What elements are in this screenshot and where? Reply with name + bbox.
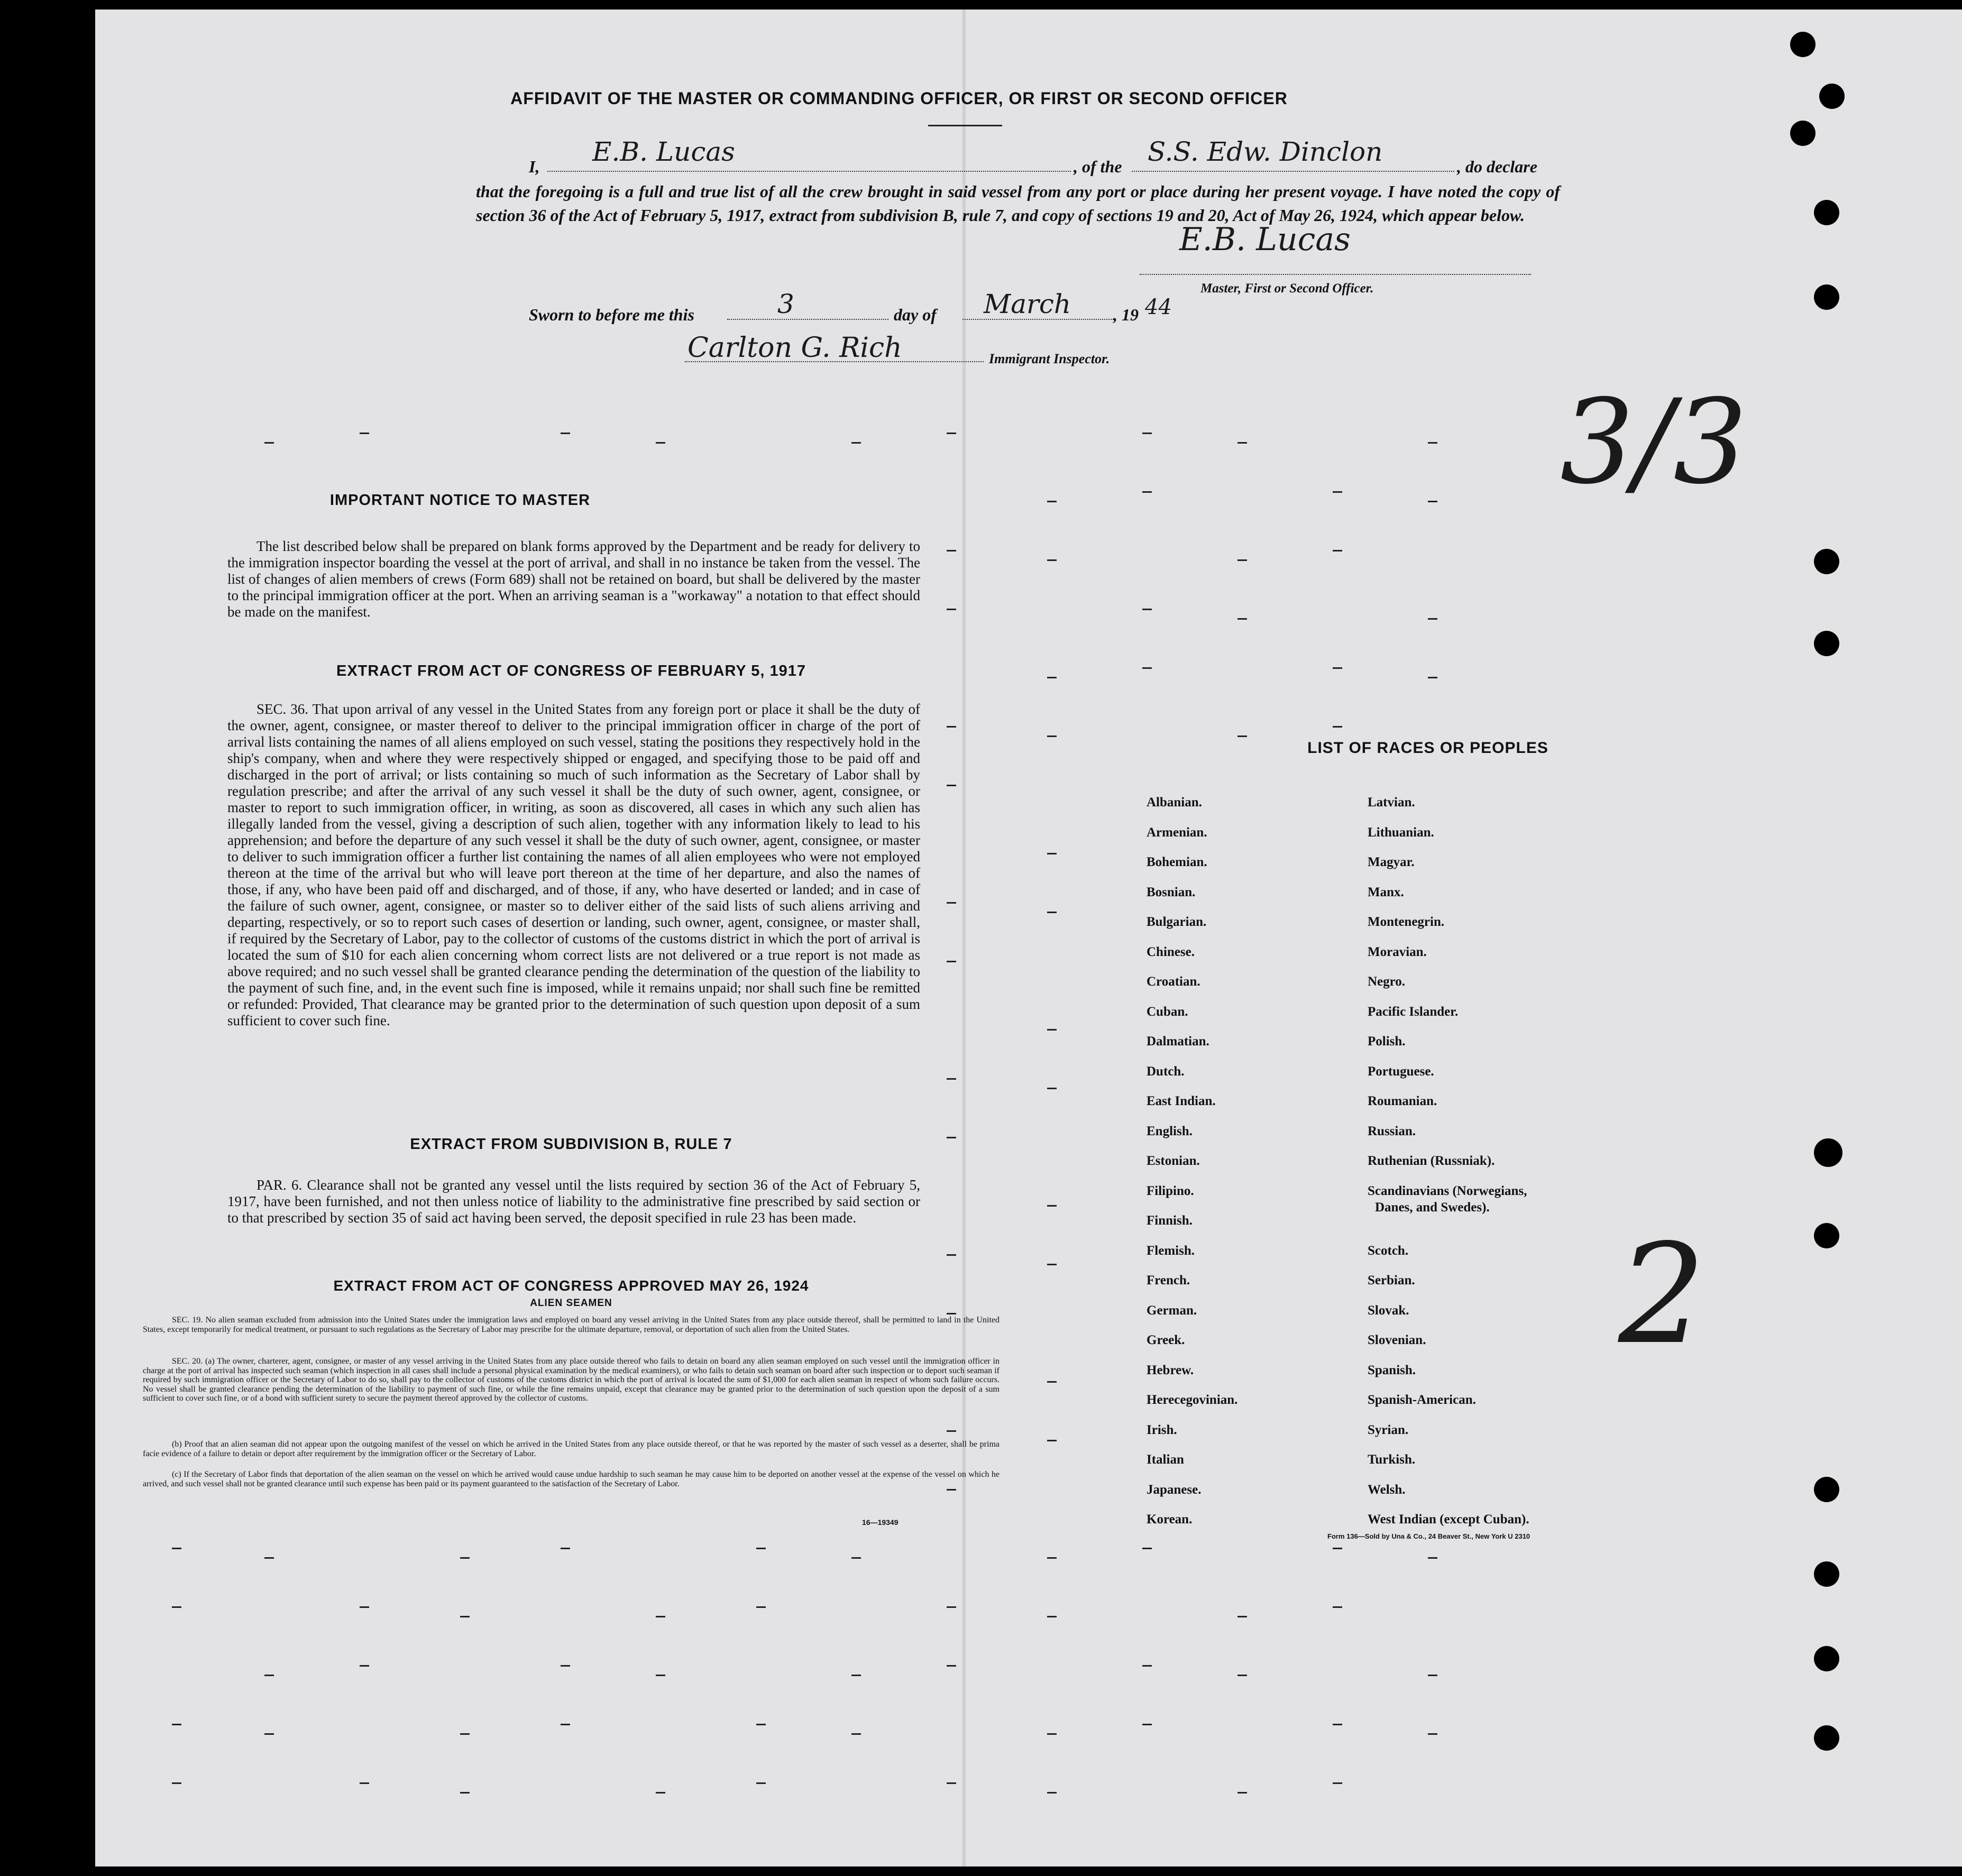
dash-mark: [1047, 677, 1057, 678]
sworn-day: 3: [777, 289, 794, 319]
of-the-label: , of the: [1074, 157, 1122, 176]
dash-mark: [460, 1792, 470, 1794]
dash-mark: [1428, 501, 1437, 502]
dash-mark: [172, 1782, 181, 1784]
binding-hole: [1814, 200, 1839, 225]
race-item: Latvian.: [1368, 795, 1415, 810]
dash-mark: [947, 433, 956, 434]
extract-rule7-title: EXTRACT FROM SUBDIVISION B, RULE 7: [410, 1136, 732, 1153]
dash-mark: [1237, 1675, 1247, 1676]
dash-mark: [851, 1733, 861, 1735]
race-item: Serbian.: [1368, 1273, 1415, 1288]
inspector-signature: Carlton G. Rich: [687, 332, 902, 364]
race-item: Roumanian.: [1368, 1094, 1437, 1108]
dash-mark: [264, 442, 274, 444]
race-item: Syrian.: [1368, 1422, 1409, 1437]
extract-1917-title: EXTRACT FROM ACT OF CONGRESS OF FEBRUARY 5, 1917: [336, 663, 806, 679]
dash-mark: [947, 902, 956, 904]
binding-hole: [1814, 1223, 1839, 1248]
dash-mark: [656, 1675, 665, 1676]
dash-mark: [947, 785, 956, 786]
binding-hole: [1814, 1138, 1842, 1167]
dash-mark: [1047, 912, 1057, 913]
vessel-name: S.S. Edw. Dinclon: [1148, 136, 1383, 167]
dash-mark: [1428, 1557, 1437, 1559]
binding-hole: [1814, 1561, 1839, 1587]
dash-mark: [947, 961, 956, 962]
race-item: Finnish.: [1147, 1213, 1193, 1228]
race-item: Japanese.: [1147, 1482, 1202, 1497]
race-item: Bosnian.: [1147, 885, 1196, 899]
dash-mark: [264, 1733, 274, 1735]
sworn-day-line: [727, 319, 888, 320]
title-rule: [928, 125, 1002, 126]
affidavit-body: that the foregoing is a full and true list of all the crew brought in said vessel from any port or place during her present voyage. I have noted the copy of section 36 of the Act of February 5, 1917, extract from subdivision B, rule 7, and copy of sections 19 and 20, Act of May 26, 1924, which appear below.: [476, 182, 1560, 225]
race-item: Moravian.: [1368, 944, 1427, 959]
dash-mark: [1333, 491, 1342, 493]
dash-mark: [1428, 1733, 1437, 1735]
dash-mark: [947, 1313, 956, 1314]
race-item: Herecegovinian.: [1147, 1393, 1238, 1407]
binding-hole: [1814, 1725, 1839, 1751]
race-item: East Indian.: [1147, 1094, 1216, 1108]
race-item: Cuban.: [1147, 1004, 1188, 1019]
binding-hole: [1814, 1646, 1839, 1671]
sworn-month: March: [984, 289, 1071, 319]
form-note: Form 136—Sold by Una & Co., 24 Beaver St., New York U 2310: [1327, 1532, 1530, 1540]
dash-mark: [561, 1548, 570, 1549]
race-item: Bulgarian.: [1147, 915, 1207, 929]
race-item: Korean.: [1147, 1512, 1193, 1526]
race-item: Polish.: [1368, 1034, 1406, 1049]
race-item: Dalmatian.: [1147, 1034, 1209, 1049]
race-item: Albanian.: [1147, 795, 1202, 810]
dash-mark: [1047, 1205, 1057, 1207]
dash-mark: [1428, 442, 1437, 444]
dash-mark: [1142, 667, 1152, 669]
race-item: Scotch.: [1368, 1243, 1409, 1258]
binding-hole: [1819, 84, 1845, 109]
binding-hole: [1814, 631, 1839, 656]
dash-mark: [656, 1792, 665, 1794]
dash-mark: [1142, 1548, 1152, 1549]
races-title: LIST OF RACES OR PEOPLES: [1307, 739, 1548, 757]
sworn-label: Sworn to before me this: [529, 305, 694, 324]
race-item: Armenian.: [1147, 825, 1207, 840]
dash-mark: [1428, 618, 1437, 620]
dash-mark: [1047, 559, 1057, 561]
binding-hole: [1790, 32, 1816, 57]
dash-mark: [947, 1254, 956, 1256]
race-item: Estonian.: [1147, 1154, 1200, 1168]
dash-mark: [1047, 1381, 1057, 1383]
dash-mark: [1237, 618, 1247, 620]
dash-mark: [851, 1675, 861, 1676]
page-fold: [962, 10, 966, 1866]
dash-mark: [264, 1675, 274, 1676]
race-item: Dutch.: [1147, 1064, 1185, 1079]
dash-mark: [172, 1724, 181, 1725]
dash-mark: [360, 433, 369, 434]
i-label: I,: [529, 157, 540, 176]
dash-mark: [656, 1616, 665, 1617]
dash-mark: [1047, 1557, 1057, 1559]
master-signature: E.B. Lucas: [1179, 221, 1351, 258]
race-item: Turkish.: [1368, 1452, 1416, 1467]
race-item: Portuguese.: [1368, 1064, 1434, 1079]
race-item: Pacific Islander.: [1368, 1004, 1459, 1019]
sec19-text: SEC. 19. No alien seaman excluded from admission into the United States under the immigration laws and employed on board any vessel arriving in the United States from any place outside thereof, shall be permitted to land in the United States, except temporarily for medical treatment, or pursuant to such regulations as the Secretary of Labor may prescribe for the ultimate departure, removal, or deportation of such alien from the United States.: [143, 1316, 1000, 1334]
race-item: Flemish.: [1147, 1243, 1195, 1258]
dash-mark: [460, 1616, 470, 1617]
year-prefix: , 19: [1113, 305, 1139, 324]
dash-mark: [172, 1548, 181, 1549]
dash-mark: [1428, 1675, 1437, 1676]
race-item: French.: [1147, 1273, 1190, 1288]
notice-title: IMPORTANT NOTICE TO MASTER: [329, 492, 591, 509]
dash-mark: [1047, 501, 1057, 502]
race-item: Danes, and Swedes).: [1375, 1200, 1490, 1215]
do-declare-label: , do declare: [1457, 157, 1537, 176]
dash-mark: [756, 1782, 766, 1784]
race-item: Ruthenian (Russniak).: [1368, 1154, 1495, 1168]
race-item: Slovenian.: [1368, 1333, 1426, 1347]
dash-mark: [1047, 1029, 1057, 1031]
sec20a-text: SEC. 20. (a) The owner, charterer, agent, consignee, or master of any vessel arriving in the United States from any place outside thereof who fails to detain on board any alien seaman employed on such vessel until the immigration officer in charge at the port of arrival has inspected such seaman (which inspection in all cases shall include a personal physical examination by the medical examiners), or who fails to detain such seaman on board after such inspection or to deport such seaman if required by such immigration officer or the Secretary of Labor to do so, shall pay to the collector of customs of the customs district in which the port of arrival is located the sum of $1,000 for each alien seaman in respect of whom such failure occurs. No vessel shall be granted clearance pending the determination of the liability to payment of such fine, or while the fine remains unpaid, except that clearance may be granted prior to the determination of such question upon the deposit of a sum sufficient to cover such fine, or of a bond with sufficient surety to secure the payment thereof approved by the collector of customs.: [143, 1357, 1000, 1403]
race-item: Croatian.: [1147, 974, 1200, 989]
dash-mark: [1237, 442, 1247, 444]
dash-mark: [1237, 735, 1247, 737]
dash-mark: [264, 1557, 274, 1559]
signer-name-line: [547, 171, 1071, 172]
race-item: Slovak.: [1368, 1303, 1409, 1318]
day-of-label: day of: [894, 305, 937, 324]
dash-mark: [756, 1548, 766, 1549]
dash-mark: [360, 1665, 369, 1667]
dash-mark: [947, 726, 956, 728]
dash-mark: [1142, 433, 1152, 434]
dash-mark: [947, 1665, 956, 1667]
master-caption: Master, First or Second Officer.: [1200, 281, 1374, 296]
dash-mark: [756, 1724, 766, 1725]
dash-mark: [561, 433, 570, 434]
race-item: Spanish.: [1368, 1363, 1416, 1377]
race-item: Italian: [1147, 1452, 1184, 1467]
dash-mark: [947, 1137, 956, 1138]
dash-mark: [1237, 1616, 1247, 1617]
dash-mark: [1428, 677, 1437, 678]
race-item: Greek.: [1147, 1333, 1185, 1347]
dash-mark: [1142, 609, 1152, 610]
race-item: Negro.: [1368, 974, 1406, 989]
race-item: Montenegrin.: [1368, 915, 1445, 929]
dash-mark: [947, 1078, 956, 1080]
dash-mark: [947, 1489, 956, 1491]
dash-mark: [1333, 1606, 1342, 1608]
sworn-year: 44: [1145, 295, 1172, 319]
dash-mark: [851, 1557, 861, 1559]
race-item: West Indian (except Cuban).: [1368, 1512, 1529, 1526]
dash-mark: [1333, 1782, 1342, 1784]
race-item: Magyar.: [1368, 855, 1415, 869]
dash-mark: [656, 442, 665, 444]
form-sheet: [95, 10, 1962, 1866]
notice-text: The list described below shall be prepared on blank forms approved by the Department and be ready for delivery to the immigration inspector boarding the vessel at the port of arrival, and shall in no instance be taken from the vessel. The list of changes of alien members of crews (Form 689) shall not be retained on board, but shall be delivered by the master to the principal immigration officer at the port. When an arriving seaman is a "workaway" a notation to that effect should be made on the manifest.: [227, 538, 920, 620]
dash-mark: [360, 1782, 369, 1784]
race-item: Filipino.: [1147, 1183, 1194, 1198]
dash-mark: [1333, 550, 1342, 551]
inspector-caption: Immigrant Inspector.: [989, 351, 1110, 366]
dash-mark: [172, 1606, 181, 1608]
dash-mark: [1237, 1792, 1247, 1794]
binding-hole: [1814, 549, 1839, 574]
dash-mark: [1047, 735, 1057, 737]
dash-mark: [1047, 1792, 1057, 1794]
race-item: Spanish-American.: [1368, 1393, 1476, 1407]
race-item: Welsh.: [1368, 1482, 1406, 1497]
dash-mark: [1333, 1548, 1342, 1549]
race-item: Bohemian.: [1147, 855, 1207, 869]
dash-mark: [947, 1782, 956, 1784]
dash-mark: [947, 1606, 956, 1608]
dash-mark: [1237, 559, 1247, 561]
dash-mark: [1333, 667, 1342, 669]
dash-mark: [1047, 1616, 1057, 1617]
binding-hole: [1814, 284, 1839, 310]
dash-mark: [1047, 1733, 1057, 1735]
dash-mark: [756, 1606, 766, 1608]
race-item: Chinese.: [1147, 944, 1195, 959]
dash-mark: [947, 1430, 956, 1432]
race-item: Scandinavians (Norwegians,: [1368, 1183, 1527, 1198]
extract-1924-title: EXTRACT FROM ACT OF CONGRESS APPROVED MAY 26, 1924: [333, 1277, 809, 1294]
race-item: Irish.: [1147, 1422, 1177, 1437]
signer-name: E.B. Lucas: [592, 136, 735, 167]
inspector-line: [685, 361, 984, 362]
master-signature-line: [1140, 274, 1531, 275]
dash-mark: [1047, 1088, 1057, 1089]
sec20c-text: (c) If the Secretary of Labor finds that deportation of the alien seaman on the vessel on which he arrived would cause undue hardship to such seaman he may cause him to be deported on another vessel at the expense of the vessel on which he arrived, and such vessel shall not be granted clearance until such expense has been paid or its payment guaranteed to the satisfaction of the Secretary of Labor.: [143, 1470, 1000, 1488]
dash-mark: [1047, 1440, 1057, 1441]
vessel-name-line: [1132, 171, 1454, 172]
dash-mark: [1047, 853, 1057, 854]
dash-mark: [1142, 1665, 1152, 1667]
extract-rule7-text: PAR. 6. Clearance shall not be granted any vessel until the lists required by section 36 of the Act of February 5, 1917, have been furnished, and not then unless notice of liability to the administrative fine prescribed by said section or to that prescribed by section 35 of said act having been served, the deposit specified in rule 23 has been made.: [227, 1177, 920, 1226]
dash-mark: [1333, 1724, 1342, 1725]
dash-mark: [360, 1606, 369, 1608]
binding-hole: [1790, 121, 1816, 146]
dash-mark: [561, 1665, 570, 1667]
print-code: 16—19349: [862, 1518, 899, 1526]
race-item: Russian.: [1368, 1124, 1416, 1138]
dash-mark: [1142, 1724, 1152, 1725]
dash-mark: [1142, 491, 1152, 493]
affidavit-title: AFFIDAVIT OF THE MASTER OR COMMANDING OFFICER, OR FIRST OR SECOND OFFICER: [510, 89, 1288, 108]
binding-hole: [1814, 1477, 1839, 1502]
sec20b-text: (b) Proof that an alien seaman did not appear upon the outgoing manifest of the vessel on which he arrived in the United States from any place outside thereof, or that he was reported by the master of such vessel as a deserter, shall be prima facie evidence of a failure to detain or deport after requirement by the immigration officer or the Secretary of Labor.: [143, 1440, 1000, 1458]
dash-mark: [947, 609, 956, 610]
dash-mark: [460, 1557, 470, 1559]
dash-mark: [561, 1724, 570, 1725]
race-item: English.: [1147, 1124, 1193, 1138]
dash-mark: [460, 1733, 470, 1735]
race-item: Manx.: [1368, 885, 1404, 899]
handwritten-number: 2: [1618, 1215, 1706, 1375]
dash-mark: [1047, 1264, 1057, 1265]
race-item: Lithuanian.: [1368, 825, 1434, 840]
extract-1924-subtitle: ALIEN SEAMEN: [530, 1298, 612, 1309]
dash-mark: [947, 550, 956, 551]
race-item: Hebrew.: [1147, 1363, 1194, 1377]
dash-mark: [1333, 726, 1342, 728]
race-item: German.: [1147, 1303, 1197, 1318]
dash-mark: [851, 442, 861, 444]
extract-1917-text: SEC. 36. That upon arrival of any vessel in the United States from any foreign port or place it shall be the duty of the owner, agent, consignee, or master thereof to deliver to the principal immigration officer in charge of the port of arrival lists containing the names of all aliens employed on such vessel, stating the positions they respectively hold in the ship's company, when and where they were respectively shipped or engaged, and specifying those to be paid off and discharged in the port of arrival; or lists containing so much of such information as the Secretary of Labor shall by regulation prescribe; and after the arrival of any such vessel it shall be the duty of such owner, agent, consignee, or master to report to such immigration officer, in writing, as soon as discovered, all cases in which any such alien has illegally landed from the vessel, giving a description of such alien, together with any information likely to lead to his apprehension; and before the departure of any such vessel it shall be the duty of such owner, agent, consignee, or master to deliver to such immigration officer a further list containing the names of all alien employees who were not employed thereon at the time of the arrival but who will leave port thereon at the time of her departure, and also the names of those, if any, who have been paid off and discharged, and of those, if any, who have deserted or landed; and in case of the failure of such owner, agent, consignee, or master so to deliver either of the said lists of such aliens arriving and departing, respectively, or so to report such cases of desertion or landing, such owner, agent, consignee, or master shall, if required by the Secretary of Labor, pay to the collector of customs of the customs district in which the port of arrival is located the sum of $10 for each alien concerning whom correct lists are not delivered or a true report is not made as above required; and no such vessel shall be granted clearance pending the determination of the question of the liability to the payment of such fine, and, in the event such fine is imposed, while it remains unpaid; nor shall such fine be remitted or refunded: Provided, That clearance may be granted prior to the determination of such question upon deposit of a sum sufficient to cover such fine.: [227, 701, 920, 1028]
page-fraction-mark: 3/3: [1560, 374, 1748, 510]
